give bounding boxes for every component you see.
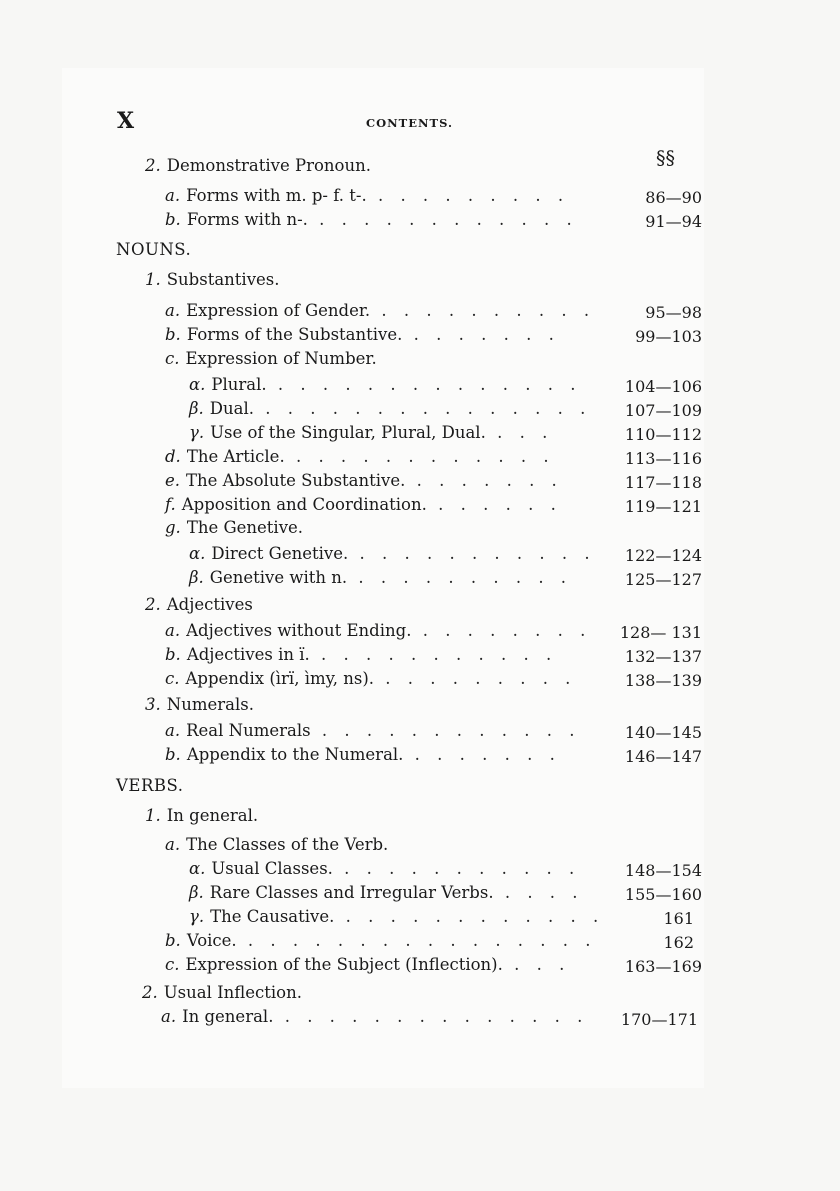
entry-number: α. xyxy=(189,544,206,563)
entry-title: Expression of the Subject (Inflection). xyxy=(185,955,503,974)
toc-entry: β. Genetive with n. . . . . . . . . . . xyxy=(189,568,573,587)
entry-number: b. xyxy=(165,745,181,764)
entry-number: e. xyxy=(165,471,181,490)
toc-entry: α. Plural. . . . . . . . . . . . . . . xyxy=(189,375,582,394)
entry-pages: 107—109 xyxy=(624,401,702,420)
entry-number: 1. xyxy=(145,270,161,289)
entry-pages: 122—124 xyxy=(624,546,702,565)
toc-entry: a. Expression of Gender. . . . . . . . . . . xyxy=(165,301,596,320)
entry-pages: 163—169 xyxy=(624,957,702,976)
entry-pages: 117—118 xyxy=(624,473,702,492)
entry-number: 3. xyxy=(145,695,161,714)
entry-pages: 119—121 xyxy=(624,497,702,516)
entry-number: a. xyxy=(165,721,181,740)
toc-entry xyxy=(145,593,253,617)
entry-title: Genetive with n. xyxy=(209,568,348,587)
entry-title: Dual. xyxy=(209,399,255,418)
entry-number: 1. xyxy=(145,806,161,825)
entry-number: a. xyxy=(161,1007,177,1026)
entry-pages: 125—127 xyxy=(624,570,702,589)
toc-entry: γ. The Causative. . . . . . . . . . . . . xyxy=(189,907,605,926)
toc-entry xyxy=(145,268,280,292)
toc-entry: b. Appendix to the Numeral. . . . . . . . xyxy=(165,745,561,764)
entry-title: Appendix to the Numeral. xyxy=(186,745,404,764)
entry-title: Expression of Number. xyxy=(185,349,377,368)
toc-entry xyxy=(165,516,303,540)
entry-pages: 138—139 xyxy=(624,671,702,690)
toc-heading xyxy=(116,774,183,798)
toc-entry: α. Usual Classes. . . . . . . . . . . . xyxy=(189,859,581,878)
entry-title: Usual Classes. xyxy=(211,859,333,878)
entry-title: The Classes of the Verb. xyxy=(186,835,389,854)
entry-pages: 91—94 xyxy=(645,212,702,231)
entry-title: The Causative. xyxy=(210,907,335,926)
entry-pages: 104—106 xyxy=(624,377,702,396)
toc-entry: f. Apposition and Coordination. . . . . . . xyxy=(165,495,562,514)
entry-title: Adjectives in ï. xyxy=(186,645,310,664)
toc-entry: e. The Absolute Substantive. . . . . . . . xyxy=(165,471,563,490)
entry-number: β. xyxy=(189,883,204,902)
entry-number: 2. xyxy=(145,156,161,175)
toc-entry xyxy=(145,154,371,178)
entry-title: Voice. xyxy=(186,931,237,950)
entry-number: β. xyxy=(189,568,204,587)
entry-pages: 86—90 xyxy=(645,188,702,207)
toc-entry: b. Voice. . . . . . . . . . . . . . . . . xyxy=(165,931,597,950)
entry-title: Rare Classes and Irregular Verbs. xyxy=(209,883,494,902)
toc-entry: a. Real Numerals . . . . . . . . . . . . xyxy=(165,721,581,740)
toc-entry xyxy=(142,981,302,1005)
toc-heading xyxy=(116,238,191,262)
toc-entry: β. Rare Classes and Irregular Verbs. . . . . xyxy=(189,883,584,902)
toc-entry: c. Appendix (ìrï, ìmy, ns). . . . . . . . . . xyxy=(165,669,577,688)
entry-pages: 128— 131 xyxy=(619,623,702,642)
entry-title: Forms with n-. xyxy=(186,210,308,229)
entry-number: g. xyxy=(165,518,181,537)
entry-number: γ. xyxy=(189,907,205,926)
entry-title: NOUNS. xyxy=(116,240,192,259)
entry-title: Adjectives xyxy=(166,595,253,614)
entry-pages: 95—98 xyxy=(645,303,702,322)
entry-number: α. xyxy=(189,859,206,878)
entry-title: The Genetive. xyxy=(186,518,304,537)
entry-number: 2. xyxy=(142,983,158,1002)
entry-number: b. xyxy=(165,210,181,229)
toc-entry: α. Direct Genetive. . . . . . . . . . . . xyxy=(189,544,596,563)
entry-number: a. xyxy=(165,301,181,320)
entry-number: f. xyxy=(165,495,176,514)
entry-pages: 170—171 xyxy=(620,1010,698,1029)
entry-number: b. xyxy=(165,931,181,950)
entry-number: β. xyxy=(189,399,204,418)
entry-pages: 110—112 xyxy=(624,425,702,444)
entry-title: In general. xyxy=(182,1007,274,1026)
entry-number: 2. xyxy=(145,595,161,614)
entry-title: Real Numerals xyxy=(186,721,311,740)
entry-number: c. xyxy=(165,349,180,368)
toc-entry: a. Adjectives without Ending. . . . . . . . . xyxy=(165,621,592,640)
entry-pages: 146—147 xyxy=(624,747,702,766)
entry-pages: 99—103 xyxy=(635,327,702,346)
entry-title: Adjectives without Ending. xyxy=(186,621,412,640)
entry-number: a. xyxy=(165,186,181,205)
toc-entry: b. Forms of the Substantive. . . . . . . . xyxy=(165,325,560,344)
entry-pages: 113—116 xyxy=(624,449,702,468)
toc-entry: d. The Article. . . . . . . . . . . . . xyxy=(165,447,555,466)
entry-title: The Absolute Substantive. xyxy=(186,471,406,490)
entry-pages: 162 xyxy=(663,933,694,952)
toc-entry: a. In general. . . . . . . . . . . . . . . xyxy=(161,1007,589,1026)
entry-number: α. xyxy=(189,375,206,394)
entry-pages: 155—160 xyxy=(624,885,702,904)
toc-entry: b. Adjectives in ï. . . . . . . . . . . . xyxy=(165,645,558,664)
entry-number: a. xyxy=(165,621,181,640)
entry-title: Expression of Gender. xyxy=(186,301,371,320)
entry-title: In general. xyxy=(166,806,259,825)
entry-pages: 132—137 xyxy=(624,647,702,666)
entry-number: b. xyxy=(165,325,181,344)
running-head: CONTENTS. xyxy=(366,116,453,130)
entry-title: Numerals. xyxy=(166,695,254,714)
entry-title: Forms with m. p- f. t-. xyxy=(186,186,367,205)
entry-title: Usual Inflection. xyxy=(163,983,302,1002)
entry-number: γ. xyxy=(189,423,205,442)
entry-title: Use of the Singular, Plural, Dual. xyxy=(210,423,486,442)
entry-pages: 161 xyxy=(663,909,694,928)
toc-entry xyxy=(145,693,254,717)
entry-pages: 140—145 xyxy=(624,723,702,742)
entry-number: a. xyxy=(165,835,181,854)
toc-entry: γ. Use of the Singular, Plural, Dual. . . . xyxy=(189,423,554,442)
entry-number: c. xyxy=(165,955,180,974)
toc-entry: b. Forms with n-. . . . . . . . . . . . . xyxy=(165,210,578,229)
page-number: X xyxy=(117,108,136,134)
toc-entry xyxy=(145,804,258,828)
section-symbol: §§ xyxy=(656,147,675,169)
entry-title: Direct Genetive. xyxy=(211,544,349,563)
entry-title: The Article. xyxy=(186,447,285,466)
entry-number: b. xyxy=(165,645,181,664)
entry-title: Substantives. xyxy=(166,270,280,289)
entry-number: c. xyxy=(165,669,180,688)
toc-entry xyxy=(165,833,388,857)
entry-number: d. xyxy=(165,447,181,466)
toc-entry: c. Expression of the Subject (Inflection). . . . xyxy=(165,955,571,974)
entry-title: Plural. xyxy=(211,375,267,394)
entry-title: Appendix (ìrï, ìmy, ns). xyxy=(185,669,375,688)
entry-title: Forms of the Substantive. xyxy=(186,325,403,344)
entry-title: Apposition and Coordination. xyxy=(181,495,427,514)
entry-title: Demonstrative Pronoun. xyxy=(166,156,371,175)
toc-entry: β. Dual. . . . . . . . . . . . . . . . xyxy=(189,399,592,418)
entry-pages: 148—154 xyxy=(624,861,702,880)
toc-entry: a. Forms with m. p- f. t-. . . . . . . . . . xyxy=(165,186,570,205)
toc-entry xyxy=(165,347,377,371)
entry-title: VERBS. xyxy=(116,776,184,795)
